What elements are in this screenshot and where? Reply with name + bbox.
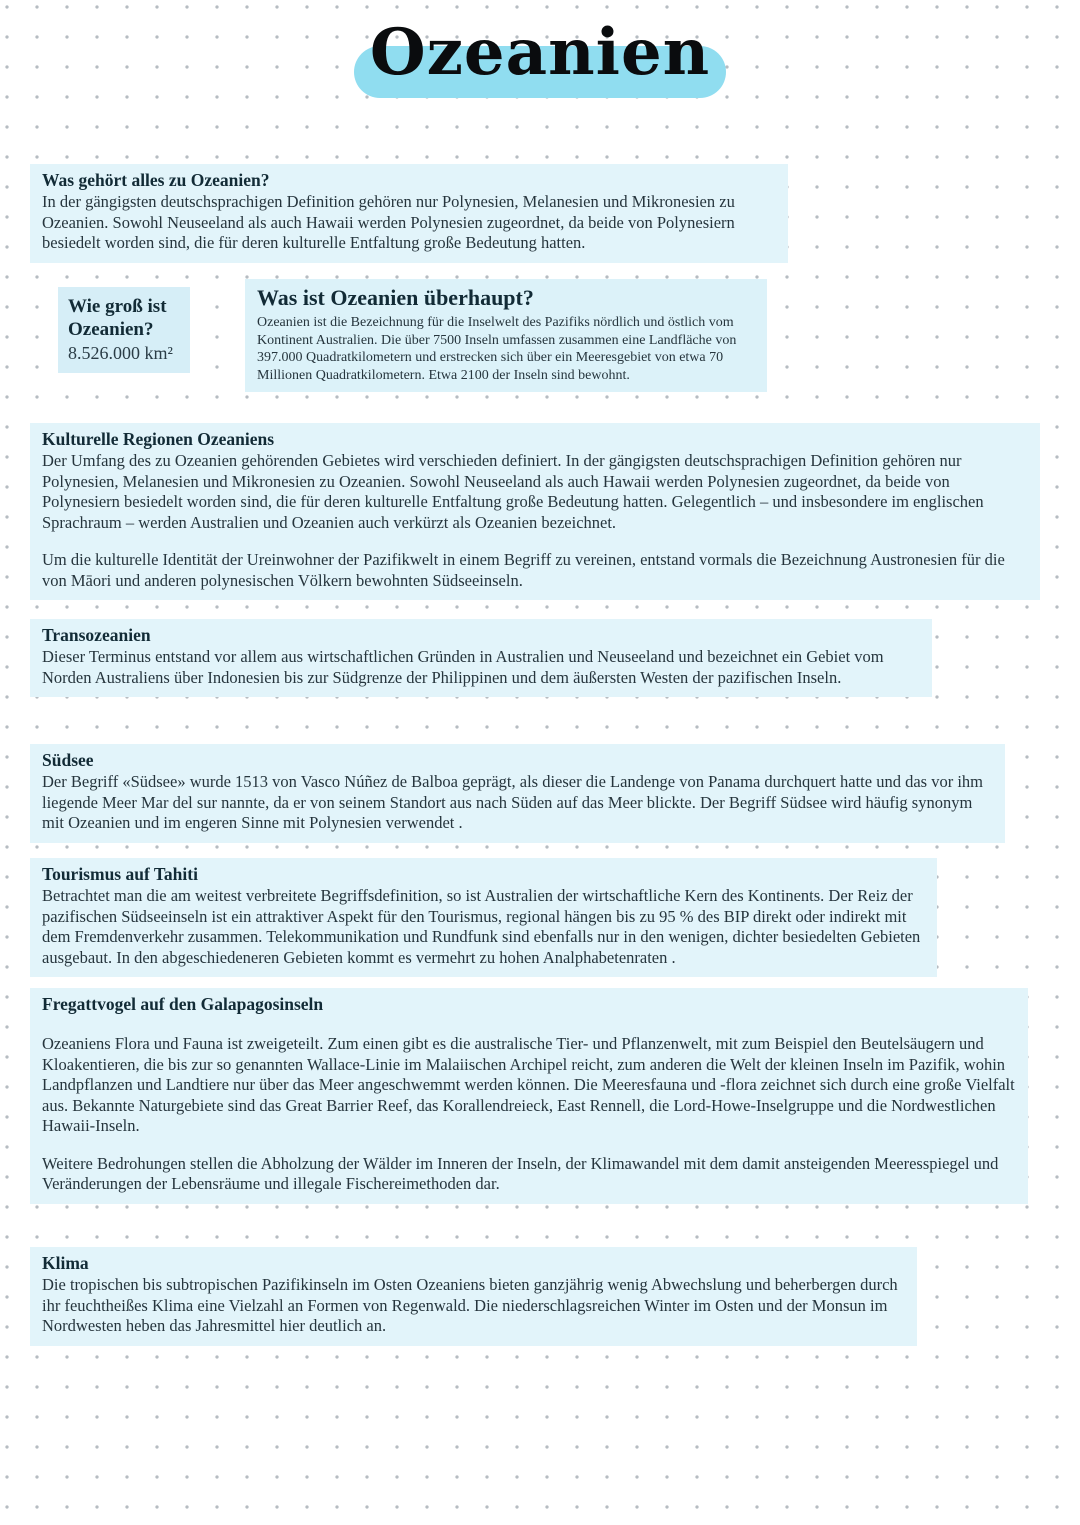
size-fact-value: 8.526.000 km²: [68, 343, 173, 363]
section-heading: Fregattvogel auf den Galapagosinseln: [42, 994, 324, 1014]
section-paragraph: Der Begriff «Südsee» wurde 1513 von Vasco Núñez de Balboa geprägt, als dieser die Landenge von Panama durchquert hatte und das vor ihm liegende Meer Mar del sur nannte, da er von seinem Standort aus nach Süden auf das Meer blickte. Der Begriff Südsee wird häufig synonym mit Ozeanien und im engeren Sinne mit Polynesien verwendet .: [42, 772, 983, 832]
section-heading: Klima: [42, 1253, 89, 1273]
section-paragraph: Der Umfang des zu Ozeanien gehörenden Gebietes wird verschieden definiert. In der gängigsten deutschsprachigen Definition gehören nur Polynesien, Melanesien und Mikronesien zu Ozeanien. Sowohl Neuseeland als auch Hawaii werden Polynesien zugeordnet, da beide von Polynesiern besiedelt worden sind, die für deren kulturelle Entfaltung große Bedeutung hatten. Gelegentlich – und insbesondere im englischen Sprachraum – werden Australien und Ozeanien auch verkürzt als Ozeanien bezeichnet.: [42, 451, 984, 532]
section-intro: [30, 164, 788, 263]
definition-body: Ozeanien ist die Bezeichnung für die Inselwelt des Pazifiks nördlich und östlich vom Kontinent Australien. Die über 7500 Inseln umfassen zusammen eine Landfläche von 397.000 Quadratkilometern und erstrecken sich über ein Meeresgebiet von etwa 70 Millionen Quadratkilometern. Etwa 2100 der Inseln sind bewohnt.: [257, 315, 737, 383]
section-heading: Südsee: [42, 750, 94, 770]
section-tourismus: [30, 858, 937, 977]
section-paragraph: Ozeaniens Flora und Fauna ist zweigeteilt. Zum einen gibt es die australische Tier- und Pflanzenwelt, mit zum Beispiel den Beutelsäugern und Kloakentieren, die bis zur so genannten Wallace-Linie im Malaiischen Archipel reicht, zum anderen die Welt der kleinen Inseln im Pazifik, wohin Landpflanzen und Landtiere nur über das Meer angeschwemmt werden können. Die Meeresfauna und -flora zeichnet sich durch eine große Vielfalt aus. Bekannte Naturgebiete sind das Great Barrier Reef, das Korallendreieck, East Rennell, die Lord-Howe-Inselgruppe und die Nordwestlichen Hawaii-Inseln.: [42, 1034, 1015, 1135]
size-fact-box: [58, 287, 190, 373]
intro-heading: Was gehört alles zu Ozeanien?: [42, 170, 270, 190]
definition-heading: Was ist Ozeanien überhaupt?: [257, 285, 534, 310]
section-suedsee: [30, 744, 1005, 843]
intro-body: In der gängigsten deutschsprachigen Definition gehören nur Polynesien, Melanesien und Mikronesien zu Ozeanien. Sowohl Neuseeland als auch Hawaii werden Polynesien zugeordnet, da beide von Polynesiern besiedelt worden sind, die für deren kulturelle Entfaltung große Bedeutung hatten.: [42, 192, 735, 252]
section-heading: Transozeanien: [42, 625, 151, 645]
section-heading: Tourismus auf Tahiti: [42, 864, 198, 884]
section-fregattvogel: [30, 988, 1028, 1204]
size-fact-heading: Wie groß ist Ozeanien?: [68, 296, 167, 340]
section-definition: [245, 279, 767, 392]
section-transozeanien: [30, 619, 932, 697]
section-paragraph: Um die kulturelle Identität der Ureinwohner der Pazifikwelt in einem Begriff zu vereinen, entstand vormals die Bezeichnung Austronesien für die von Māori und anderen polynesischen Völkern bewohnten Südseeinseln.: [42, 550, 1005, 590]
section-paragraph: Weitere Bedrohungen stellen die Abholzung der Wälder im Inneren der Inseln, der Klimawandel mit dem damit ansteigenden Meeresspiegel und Veränderungen der Lebensräume und illegale Fischereimethoden dar.: [42, 1153, 999, 1193]
page-title: [370, 16, 710, 90]
section-kulturelle-regionen: [30, 423, 1040, 600]
section-paragraph: Dieser Terminus entstand vor allem aus wirtschaftlichen Gründen in Australien und Neuseeland und bezeichnet ein Gebiet vom Norden Australiens über Indonesien bis zur Südgrenze der Philippinen und dem äußersten Westen der pazifischen Inseln.: [42, 647, 884, 687]
title-area: [0, 16, 1080, 90]
page-title-text: Ozeanien: [369, 15, 711, 90]
section-heading: Kulturelle Regionen Ozeaniens: [42, 429, 275, 449]
section-paragraph: Betrachtet man die am weitest verbreitete Begriffsdefinition, so ist Australien der wirtschaftliche Kern des Kontinents. Der Reiz der pazifischen Südseeinseln ist ein attraktiver Aspekt für den Tourismus, regional hängen bis zu 95 % des BIP direkt oder indirekt mit dem Fremdenverkehr zusammen. Telekommunikation und Rundfunk sind ebenfalls nur in den wenigen, dichter besiedelten Gebieten ausgebaut. In den abgeschiedeneren Gebieten kommt es vermehrt zu hohen Analphabetenraten .: [42, 886, 921, 967]
section-paragraph: Die tropischen bis subtropischen Pazifikinseln im Osten Ozeaniens bieten ganzjährig wenig Abwechslung und beherbergen durch ihr feuchtheißes Klima eine Vielzahl an Formen von Regenwald. Die niederschlagsreichen Winter im Osten und der Monsun im Nordwesten heben das Jahresmittel hier deutlich an.: [42, 1275, 898, 1335]
section-klima: [30, 1247, 917, 1346]
